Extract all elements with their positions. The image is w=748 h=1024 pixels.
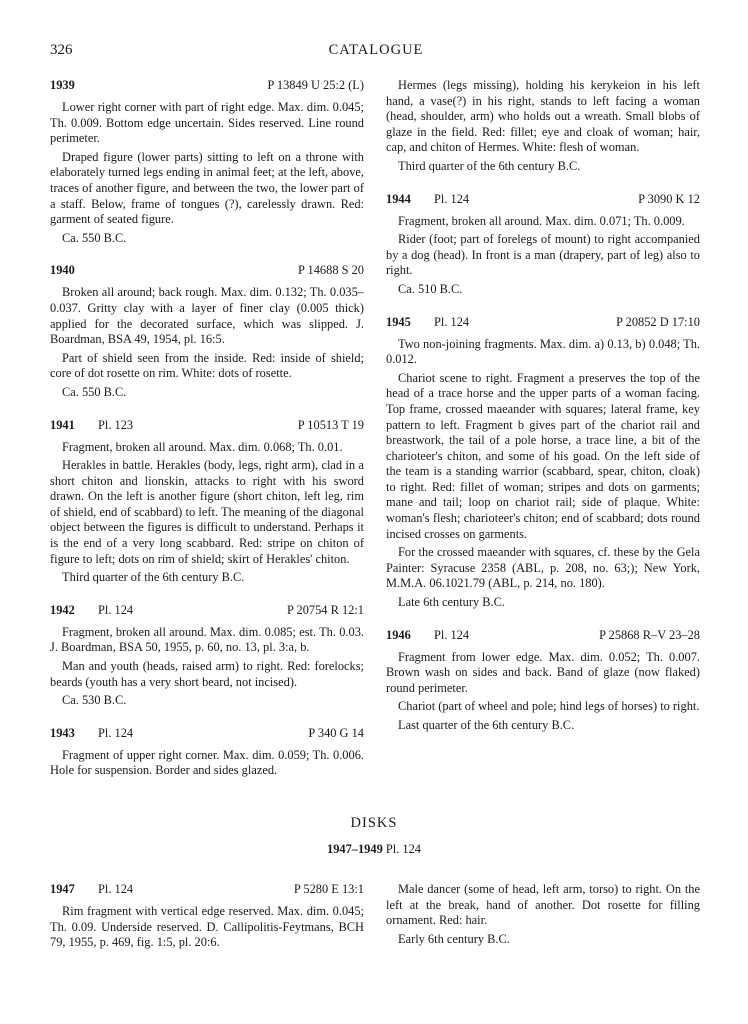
entry-paragraph: Man and youth (heads, raised arm) to right. Red: forelocks; beards (youth has a very short beard, not incised). [50, 659, 364, 689]
entry-number: 1945 [386, 314, 411, 329]
plate-ref: Pl. 123 [98, 417, 134, 432]
plate-ref: Pl. 124 [98, 602, 134, 617]
entry-paragraph: Hermes (legs missing), holding his kerykeion in his left hand, a vase(?) in his right, stands to left facing a woman (head, shoulder, arm) who holds out a wreath. Small blobs of glaze in the field. Red: fillet; eye and cloak of woman; hair, cap, and chiton of Hermes. White: flesh of woman. [386, 78, 700, 155]
catalogue-entry-1945 [386, 315, 700, 611]
entry-date: Ca. 530 B.C. [62, 693, 127, 708]
entry-date: Ca. 550 B.C. [62, 384, 127, 399]
entry-paragraph: Fragment of upper right corner. Max. dim. 0.059; Th. 0.006. Hole for suspension. Border and sides glazed. [50, 747, 364, 778]
inventory-ref: P 340 G 14 [308, 725, 364, 740]
entry-heading [386, 192, 700, 208]
section-title: DISKS [350, 815, 398, 831]
subsection-heading [0, 842, 748, 857]
continued-entry-1943 [386, 78, 700, 175]
entry-date: Ca. 550 B.C. [62, 230, 127, 245]
catalogue-entry-1947 [50, 882, 364, 951]
catalogue-entry-1946 [386, 628, 700, 734]
entry-number: 1943 [50, 725, 75, 740]
entry-date: Ca. 510 B.C. [398, 281, 463, 296]
continued-entry-1947 [386, 882, 700, 947]
right-column [386, 78, 700, 751]
entry-number: 1939 [50, 78, 75, 92]
plate-ref: Pl. 124 [434, 191, 470, 206]
entry-number: 1946 [386, 627, 411, 642]
entry-number: 1940 [50, 263, 75, 278]
entry-date: Third quarter of the 6th century B.C. [398, 158, 581, 173]
subsection-range: 1947–1949 [327, 842, 383, 856]
inventory-ref: P 25868 R–V 23–28 [599, 627, 700, 642]
disk-left-column [50, 882, 364, 968]
running-head: CATALOGUE [328, 42, 424, 58]
catalogue-entry-1942 [50, 603, 364, 709]
catalogue-entry-1941 [50, 418, 364, 586]
plate-ref: Pl. 124 [98, 882, 134, 896]
entry-paragraph: Fragment from lower edge. Max. dim. 0.052; Th. 0.007. Brown wash on sides and back. Band of glaze (now flaked) round perimeter. [386, 649, 700, 695]
entry-number: 1942 [50, 602, 75, 617]
entry-paragraph: Part of shield seen from the inside. Red: inside of shield; core of dot rosette on rim. White: dots of rosette. [50, 350, 364, 381]
entry-heading [386, 315, 700, 331]
entry-heading [50, 78, 364, 94]
entry-paragraph: Broken all around; back rough. Max. dim. 0.132; Th. 0.035–0.037. Gritty clay with a layer of finer clay (0.005 thick) applied for the decorated surface, which was slipped. J. Boardman, BSA 49, 1954, pl. 16:5. [50, 285, 364, 347]
catalogue-entry-1940 [50, 263, 364, 400]
entry-number: 1947 [50, 882, 75, 896]
entry-paragraph: Lower right corner with part of right edge. Max. dim. 0.045; Th. 0.009. Bottom edge uncertain. Sides reserved. Line round perimeter. [50, 100, 364, 146]
entry-date: Early 6th century B.C. [398, 931, 510, 946]
plate-ref: Pl. 124 [434, 314, 470, 329]
entry-number: 1941 [50, 417, 75, 432]
entry-date: Late 6th century B.C. [398, 595, 506, 610]
inventory-ref: P 14688 S 20 [298, 263, 364, 278]
entry-paragraph: Draped figure (lower parts) sitting to left on a throne with elaborately turned legs ending in animal feet; at the left, above, traces of another figure, and between the two, the lower part of a staff. Below, frame of tongues (?), carelessly drawn. Red: garment of seated figure. [50, 149, 364, 227]
entry-paragraph: Rider (foot; part of forelegs of mount) to right accompanied by a dog (head). In front is a man (drapery, part of leg) also to right. [386, 232, 700, 278]
entry-paragraph: For the crossed maeander with squares, cf. these by the Gela Painter: Syracuse 2358 (ABL, p. 208, no. 63;); New York, M.M.A. 06.1021.79 (ABL, p. 214, no. 180). [386, 545, 700, 591]
entry-paragraph: Two non-joining fragments. Max. dim. a) 0.13, b) 0.048; Th. 0.012. [386, 336, 700, 367]
disk-right-column [386, 882, 700, 964]
entry-date: Last quarter of the 6th century B.C. [398, 718, 575, 732]
plate-ref: Pl. 124 [434, 627, 470, 642]
inventory-ref: P 13849 U 25:2 (L) [267, 78, 364, 92]
catalogue-entry-1943 [50, 726, 364, 779]
catalogue-entry-1939 [50, 78, 364, 246]
entry-paragraph: Male dancer (some of head, left arm, torso) to right. On the left at the break, hand of another. Dot rosette for filling ornament. Red: hair. [386, 882, 700, 928]
entry-heading [386, 628, 700, 644]
entry-paragraph: Chariot scene to right. Fragment a preserves the top of the head of a trace horse and the upper parts of a woman facing. Top frame, crossed maeander with squares; lateral frame, key pattern to left. Fragment b gives part of the chariot rail and breastwork, the tail of a pole horse, a trace line, a bit of the charioteer's chiton, and some of his goad. On the left side of the team is a standing warrior (scabbard, spear, chiton, cloak) to right. Red: fillet of woman; stripes and dots on garments; mane and tail; loop on chariot rail; side of plaque. White: woman's flesh; charioteer's chiton; end of scabbard; dots round incised crosses on garments. [386, 370, 700, 541]
left-column [50, 78, 364, 796]
inventory-ref: P 5280 E 13:1 [293, 882, 364, 896]
entry-heading [50, 726, 364, 742]
entry-paragraph: Rim fragment with vertical edge reserved. Max. dim. 0.045; Th. 0.09. Underside reserved. D. Callipolitis-Feytmans, BCH 79, 1955, p. 469, fig. 1:5, pl. 20:6. [50, 904, 364, 950]
entry-heading [50, 418, 364, 434]
page-number: 326 [50, 42, 73, 58]
entry-heading [50, 882, 364, 898]
entry-paragraph: Fragment, broken all around. Max. dim. 0.068; Th. 0.01. [62, 439, 343, 454]
plate-ref: Pl. 124 [98, 725, 134, 740]
catalogue-entry-1944 [386, 192, 700, 298]
inventory-ref: P 10513 T 19 [297, 417, 364, 432]
entry-paragraph: Chariot (part of wheel and pole; hind legs of horses) to right. [398, 699, 700, 714]
entry-heading [50, 263, 364, 279]
entry-number: 1944 [386, 191, 411, 206]
subsection-plate: Pl. 124 [385, 842, 421, 856]
inventory-ref: P 3090 K 12 [638, 191, 700, 206]
entry-paragraph: Fragment, broken all around. Max. dim. 0.085; est. Th. 0.03. J. Boardman, BSA 50, 1955, p. 60, no. 13, pl. 3:a, b. [50, 624, 364, 655]
entry-paragraph: Herakles in battle. Herakles (body, legs, right arm), clad in a short chiton and lionskin, attacks to right with his sword drawn. On the left is another figure (short chiton, left leg, rim of shield, end of scabbard) to left. The meaning of the diagonal object between the figures is difficult to understand. Perhaps it is the end of a very long scabbard. Red: stripe on chiton of figure to left; dots on rim of shield; skirt of Herakles' chiton. [50, 458, 364, 566]
page-header [50, 42, 702, 62]
entry-heading [50, 603, 364, 619]
entry-paragraph: Fragment, broken all around. Max. dim. 0.071; Th. 0.009. [398, 213, 685, 228]
inventory-ref: P 20754 R 12:1 [287, 602, 364, 617]
entry-date: Third quarter of the 6th century B.C. [62, 570, 245, 585]
inventory-ref: P 20852 D 17:10 [616, 314, 700, 329]
